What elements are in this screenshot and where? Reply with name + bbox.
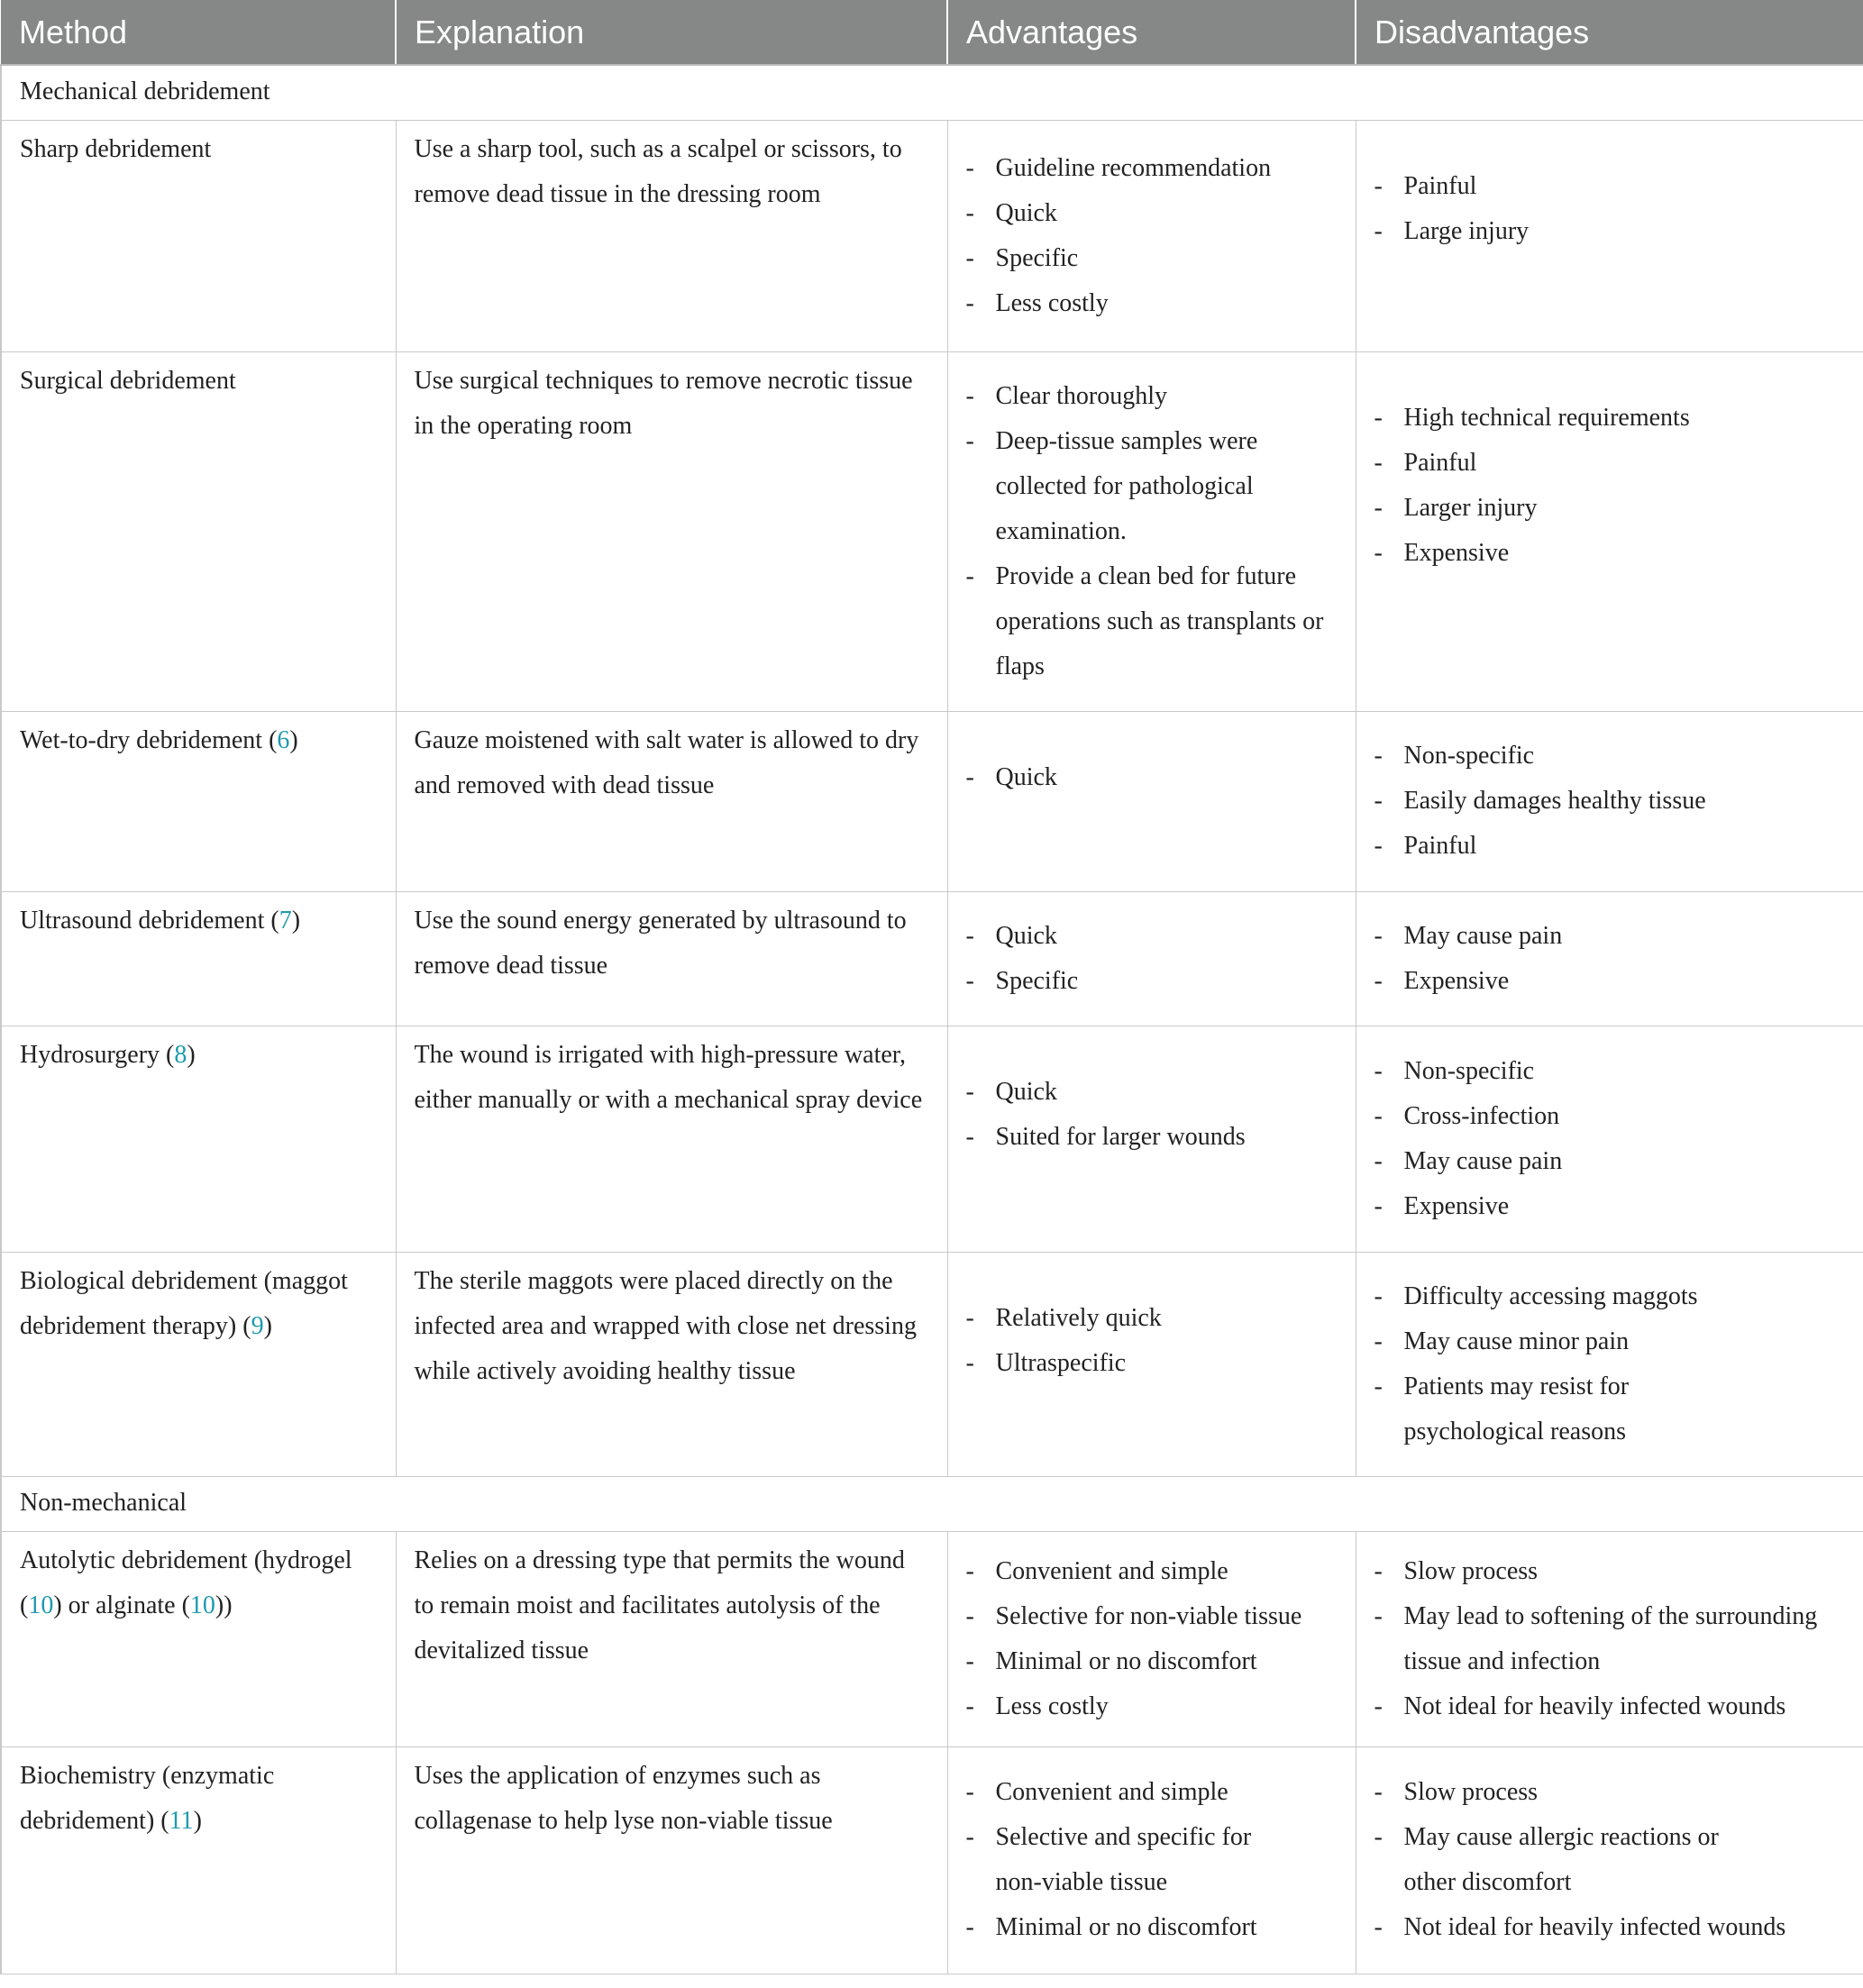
explanation-cell: Gauze moistened with salt water is allowed to dry and removed with dead tissue: [396, 711, 947, 891]
header-row: [1, 0, 1863, 65]
list-item: - Suited for larger wounds: [966, 1115, 1338, 1160]
list-item: - Convenient and simple: [966, 1549, 1338, 1594]
list-item: - Less costly: [966, 1684, 1338, 1729]
section-label: Mechanical debridement: [1, 65, 1863, 120]
table-row: [1, 120, 1863, 351]
method-name: Biochemistry (enzymatic debridement) (: [20, 1761, 275, 1835]
list-item: - Not ideal for heavily infected wounds: [1374, 1684, 1846, 1729]
reference-link[interactable]: 9: [251, 1311, 264, 1340]
table-row: [1, 891, 1863, 1026]
list-item: - Specific: [966, 236, 1338, 281]
method-name-end: ): [193, 1806, 202, 1835]
list-item: - Ultraspecific: [966, 1341, 1338, 1386]
list-item: - Quick: [966, 755, 1338, 800]
header-method: Method: [1, 0, 396, 65]
reference-link[interactable]: 7: [279, 906, 292, 935]
advantages-cell: [947, 1746, 1356, 1974]
reference-link[interactable]: 8: [174, 1040, 187, 1069]
list-item: - Difficulty accessing maggots: [1374, 1274, 1846, 1319]
advantages-list: [966, 1770, 1338, 1950]
list-item: - Expensive: [1374, 959, 1846, 1004]
explanation-cell: The wound is irrigated with high-pressure water, either manually or with a mechanical spray device: [396, 1026, 947, 1252]
method-name-end: ): [291, 906, 301, 935]
disadvantages-cell: [1356, 1252, 1863, 1476]
advantages-cell: [947, 120, 1356, 351]
list-item: - Provide a clean bed for future operations such as transplants or flaps: [966, 554, 1338, 689]
list-item: - Expensive: [1374, 1184, 1846, 1229]
advantages-list: [966, 1296, 1338, 1386]
method-name-end: ): [263, 1311, 272, 1340]
method-name-mid: ) or alginate (: [53, 1591, 190, 1619]
advantages-list: [966, 374, 1338, 689]
list-item: - Guideline recommendation: [966, 146, 1338, 191]
method-name: Surgical debridement: [20, 366, 236, 395]
header-disadvantages: Disadvantages: [1356, 0, 1863, 65]
list-item: - Clear thoroughly: [966, 374, 1338, 419]
advantages-cell: [947, 891, 1356, 1026]
disadvantages-list: [1374, 1770, 1846, 1950]
list-item: - Not ideal for heavily infected wounds: [1374, 1905, 1846, 1950]
explanation-cell: Use surgical techniques to remove necrotic tissue in the operating room: [396, 351, 947, 711]
disadvantages-list: [1374, 1049, 1846, 1229]
advantages-list: [966, 1549, 1338, 1729]
method-name-end: )): [215, 1591, 233, 1619]
table-row: [1, 1252, 1863, 1476]
list-item: - Minimal or no discomfort: [966, 1905, 1338, 1950]
list-item: - Less costly: [966, 281, 1338, 326]
reference-link[interactable]: 6: [277, 725, 290, 754]
advantages-list: [966, 1070, 1338, 1160]
disadvantages-cell: [1356, 120, 1863, 351]
explanation-cell: The sterile maggots were placed directly on the infected area and wrapped with close net dressing while actively avoiding healthy tissue: [396, 1252, 947, 1476]
section-row-mechanical: [1, 65, 1863, 120]
method-cell: [1, 1531, 396, 1746]
table-row: [1, 1746, 1863, 1974]
method-name: Hydrosurgery (: [20, 1040, 175, 1069]
section-label: Non-mechanical: [1, 1476, 1863, 1531]
explanation-cell: Use a sharp tool, such as a scalpel or scissors, to remove dead tissue in the dressing room: [396, 120, 947, 351]
method-name: Wet-to-dry debridement (: [20, 725, 278, 754]
method-name: Biological debridement (maggot debridement therapy) (: [20, 1266, 348, 1340]
method-name-end: ): [187, 1040, 196, 1069]
table-row: [1, 711, 1863, 891]
disadvantages-cell: [1356, 1026, 1863, 1252]
method-name: Ultrasound debridement (: [20, 906, 279, 935]
list-item: - Selective for non-viable tissue: [966, 1594, 1338, 1639]
disadvantages-list: [1374, 914, 1846, 1004]
list-item: - Easily damages healthy tissue: [1374, 779, 1846, 824]
advantages-list: [966, 755, 1338, 800]
list-item: - May cause pain: [1374, 1139, 1846, 1184]
disadvantages-list: [1374, 734, 1846, 869]
reference-link[interactable]: 11: [169, 1806, 194, 1835]
method-cell: [1, 891, 396, 1026]
method-cell: [1, 351, 396, 711]
list-item: - Non-specific: [1374, 1049, 1846, 1094]
list-item: - High technical requirements: [1374, 396, 1846, 441]
method-cell: [1, 711, 396, 891]
list-item: - Quick: [966, 1070, 1338, 1115]
table-row: [1, 1026, 1863, 1252]
section-row-non-mechanical: [1, 1476, 1863, 1531]
advantages-cell: [947, 711, 1356, 891]
list-item: - Quick: [966, 191, 1338, 236]
disadvantages-cell: [1356, 891, 1863, 1026]
method-cell: [1, 1746, 396, 1974]
list-item: - Slow process: [1374, 1549, 1846, 1594]
list-item: - May cause minor pain: [1374, 1319, 1846, 1364]
list-item: - Large injury: [1374, 209, 1846, 254]
advantages-cell: [947, 1252, 1356, 1476]
disadvantages-list: [1374, 1549, 1846, 1729]
list-item: - Painful: [1374, 824, 1846, 869]
list-item: - May cause allergic reactions or other discomfort: [1374, 1815, 1846, 1905]
list-item: - Quick: [966, 914, 1338, 959]
list-item: - Relatively quick: [966, 1296, 1338, 1341]
advantages-cell: [947, 1531, 1356, 1746]
list-item: - Expensive: [1374, 531, 1846, 576]
method-name-end: ): [289, 725, 298, 754]
method-cell: [1, 1252, 396, 1476]
list-item: - Convenient and simple: [966, 1770, 1338, 1815]
advantages-cell: [947, 1026, 1356, 1252]
reference-link[interactable]: 10: [28, 1591, 54, 1619]
list-item: - May lead to softening of the surrounding tissue and infection: [1374, 1594, 1846, 1684]
reference-link[interactable]: 10: [189, 1591, 215, 1619]
list-item: - Patients may resist for psychological reasons: [1374, 1364, 1846, 1455]
list-item: - Painful: [1374, 441, 1846, 486]
method-name: Sharp debridement: [20, 134, 212, 163]
list-item: - Cross-infection: [1374, 1094, 1846, 1139]
table-row: [1, 351, 1863, 711]
list-item: - Selective and specific for non-viable tissue: [966, 1815, 1338, 1905]
explanation-cell: Uses the application of enzymes such as collagenase to help lyse non-viable tissue: [396, 1746, 947, 1974]
header-explanation: Explanation: [396, 0, 947, 65]
list-item: - Deep-tissue samples were collected for pathological examination.: [966, 419, 1338, 554]
list-item: - Larger injury: [1374, 486, 1846, 531]
advantages-cell: [947, 351, 1356, 711]
explanation-cell: Relies on a dressing type that permits the wound to remain moist and facilitates autolysis of the devitalized tissue: [396, 1531, 947, 1746]
list-item: - Non-specific: [1374, 734, 1846, 779]
disadvantages-cell: [1356, 351, 1863, 711]
disadvantages-list: [1374, 164, 1846, 254]
disadvantages-list: [1374, 396, 1846, 576]
list-item: - Minimal or no discomfort: [966, 1639, 1338, 1684]
list-item: - Painful: [1374, 164, 1846, 209]
explanation-cell: Use the sound energy generated by ultrasound to remove dead tissue: [396, 891, 947, 1026]
method-cell: [1, 1026, 396, 1252]
list-item: - Slow process: [1374, 1770, 1846, 1815]
advantages-list: [966, 146, 1338, 326]
header-advantages: Advantages: [947, 0, 1356, 65]
disadvantages-cell: [1356, 1746, 1863, 1974]
disadvantages-list: [1374, 1274, 1846, 1455]
table-row: [1, 1531, 1863, 1746]
disadvantages-cell: [1356, 1531, 1863, 1746]
advantages-list: [966, 914, 1338, 1004]
method-cell: [1, 120, 396, 351]
list-item: - Specific: [966, 959, 1338, 1004]
list-item: - May cause pain: [1374, 914, 1846, 959]
disadvantages-cell: [1356, 711, 1863, 891]
method-name: Autolytic debridement (hydrogel (: [20, 1546, 352, 1619]
